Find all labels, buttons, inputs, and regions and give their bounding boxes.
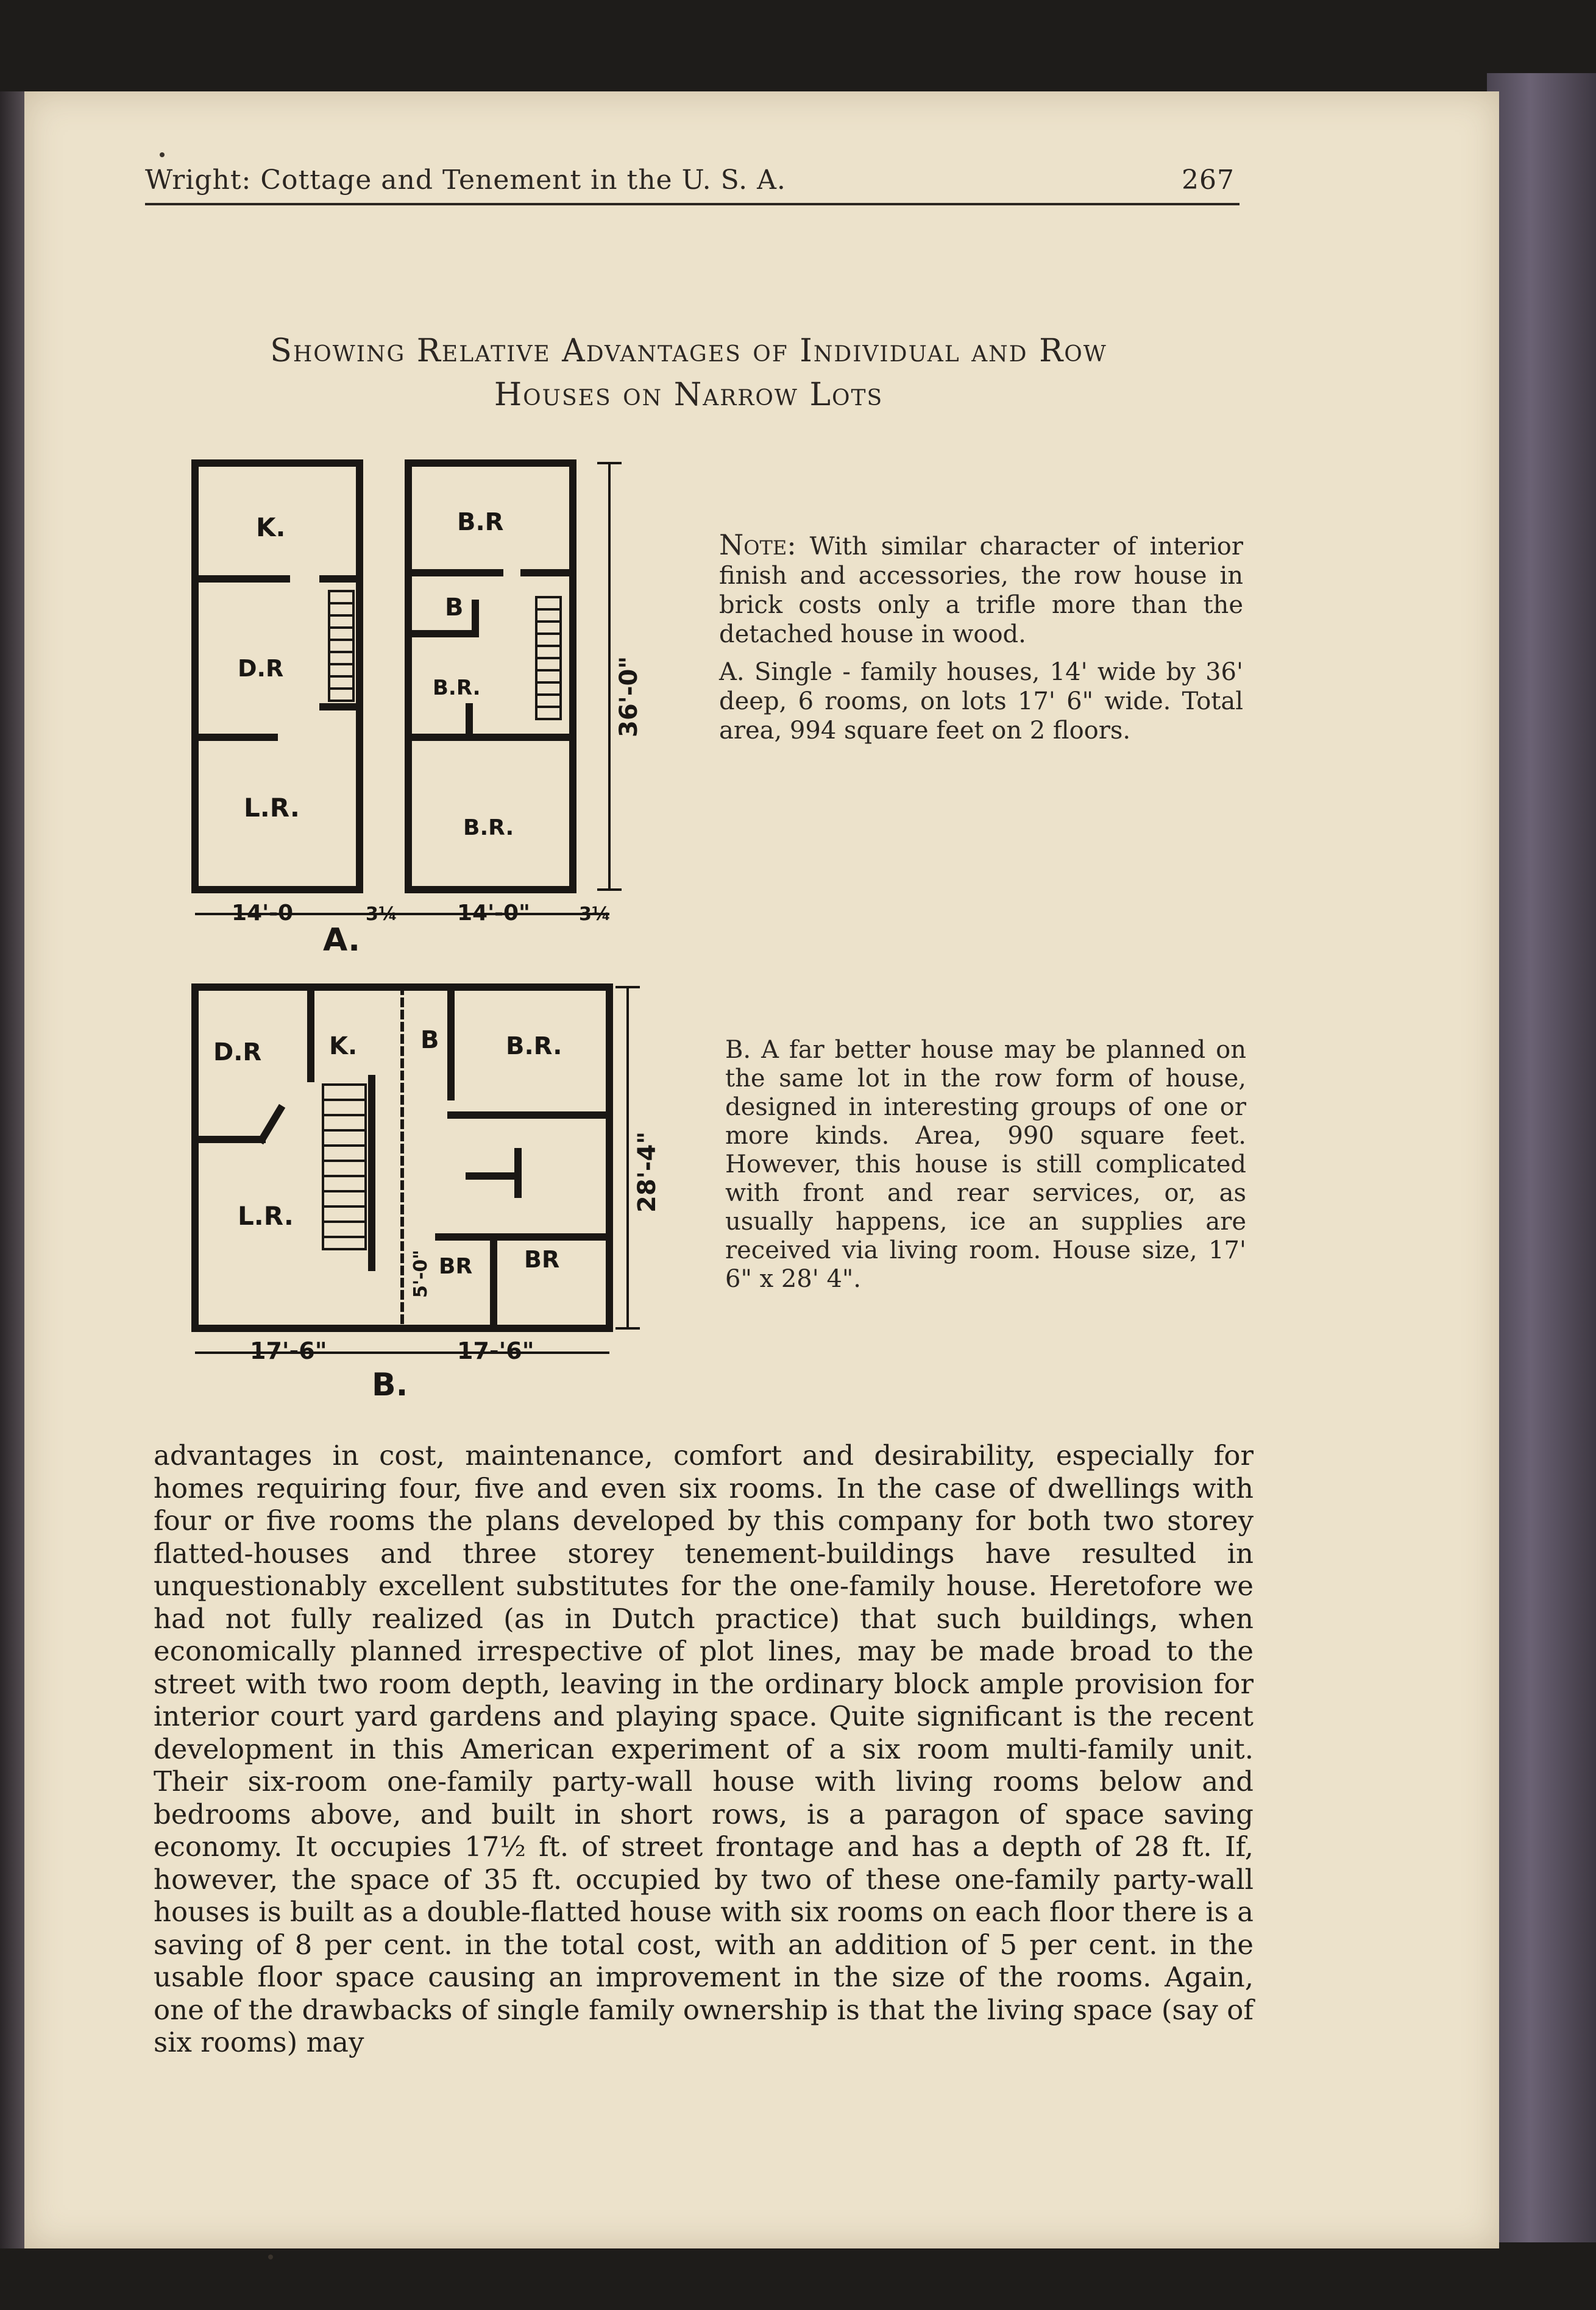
figure-title xyxy=(146,329,1231,417)
plan-a-room-b: B xyxy=(445,593,464,622)
plan-a-dim-gap-2: 3¼ xyxy=(579,904,611,925)
plan-a-room-br-3: B.R. xyxy=(463,815,514,840)
plan-b-dim-stair: 5'-0" xyxy=(410,1249,431,1298)
floor-plan-a xyxy=(183,451,658,963)
running-title: Wright: Cottage and Tenement in the U. S. A. xyxy=(145,165,786,196)
page-number: 267 xyxy=(1182,165,1235,196)
plan-a-dim-width-2: 14'-0" xyxy=(457,901,530,926)
note-lead: Note: xyxy=(719,528,796,561)
plan-a-dim-gap-1: 3¼ xyxy=(366,904,397,925)
plan-b-room-dr: D.R xyxy=(213,1038,262,1066)
note-text: With similar character of interior finish and accessories, the row house in brick costs only a trifle more than the detached house in wood. xyxy=(719,533,1243,648)
plan-b-room-br-3: BR xyxy=(524,1246,560,1273)
book-cover-right xyxy=(1487,73,1596,2242)
plan-a-dim-depth: 36'-0" xyxy=(615,656,643,737)
floor-plan-b xyxy=(183,975,661,1408)
figure-title-line-1: Showing Relative Advantages of Individual and Row xyxy=(270,333,1107,369)
plan-b-dim-width-1: 17'-6" xyxy=(250,1337,327,1364)
plan-b-dim-depth: 28'-4" xyxy=(633,1131,661,1213)
plan-a-room-dr: D.R xyxy=(238,655,284,682)
header-rule xyxy=(145,203,1240,205)
book-cover-left xyxy=(0,91,27,2248)
note-item-b: B. A far better house may be planned on the same lot in the row form of house, designed in interesting groups of one or more kinds. Area, 990 square feet. However, this house is still complicated with front and rear services, or, as usually happens, ice an supplies are received via living room. House size, 17' 6" x 28' 4". xyxy=(725,1036,1246,1293)
body-paragraph: advantages in cost, maintenance, comfort and desirability, especially for homes requiring four, five and even six rooms. In the case of dwellings with four or five rooms the plans developed by this company for both two storey flatted-houses and three storey tenement-buildings have resulted in unquestionably excellent substitutes for the one-family house. Heretofore we had not fully realized (as in Dutch practice) that such buildings, when economically planned irrespective of plot lines, may be made broad to the street with two room depth, leaving in the ordinary block ample provision for interior court yard gardens and playing space. Quite significant is the recent development in this American experiment of a six room multi-family unit. Their six-room one-family party-wall house with living rooms below and bedrooms above, and built in short rows, is a paragon of space saving economy. It occupies 17½ ft. of street frontage and has a depth of 28 ft. If, however, the space of 35 ft. occupied by two of these one-family party-wall houses is built as a double-flatted house with six rooms on each floor there is a saving of 8 per cent. in the total cost, with an addition of 5 per cent. in the usable floor space causing an improvement in the size of the rooms. Again, one of the drawbacks of single family ownership is that the living space (say of six rooms) may xyxy=(154,1439,1254,2058)
plan-a-room-lr: L.R. xyxy=(244,793,300,823)
note-b xyxy=(725,1036,1246,1294)
plan-b-room-b: B xyxy=(420,1026,439,1054)
plan-a-room-br-2: B.R. xyxy=(433,676,481,700)
figure-title-line-2: Houses on Narrow Lots xyxy=(494,377,884,413)
plan-b-label: B. xyxy=(372,1367,408,1403)
plan-a-dim-width-1: 14'-0 xyxy=(232,901,294,926)
note-a xyxy=(719,530,1243,754)
plan-a-label: A. xyxy=(323,922,360,958)
page-speck xyxy=(268,2255,273,2259)
note-item-a: A. Single - family houses, 14' wide by 36' deep, 6 rooms, on lots 17' 6" wide. Total area, 994 square feet on 2 floors. xyxy=(719,658,1243,745)
plan-a-room-br-1: B.R xyxy=(457,508,504,536)
plan-b-room-br-2: BR xyxy=(439,1254,473,1279)
plan-a-room-k: K. xyxy=(256,512,286,542)
plan-b-dim-width-2: 17-'6" xyxy=(457,1337,534,1364)
note-intro xyxy=(719,530,1243,649)
plan-b-room-k: K. xyxy=(329,1032,358,1060)
plan-b-room-lr: L.R. xyxy=(238,1201,294,1231)
plan-b-room-br-1: B.R. xyxy=(506,1032,562,1060)
running-header xyxy=(145,165,1235,196)
page-speck xyxy=(160,152,165,157)
